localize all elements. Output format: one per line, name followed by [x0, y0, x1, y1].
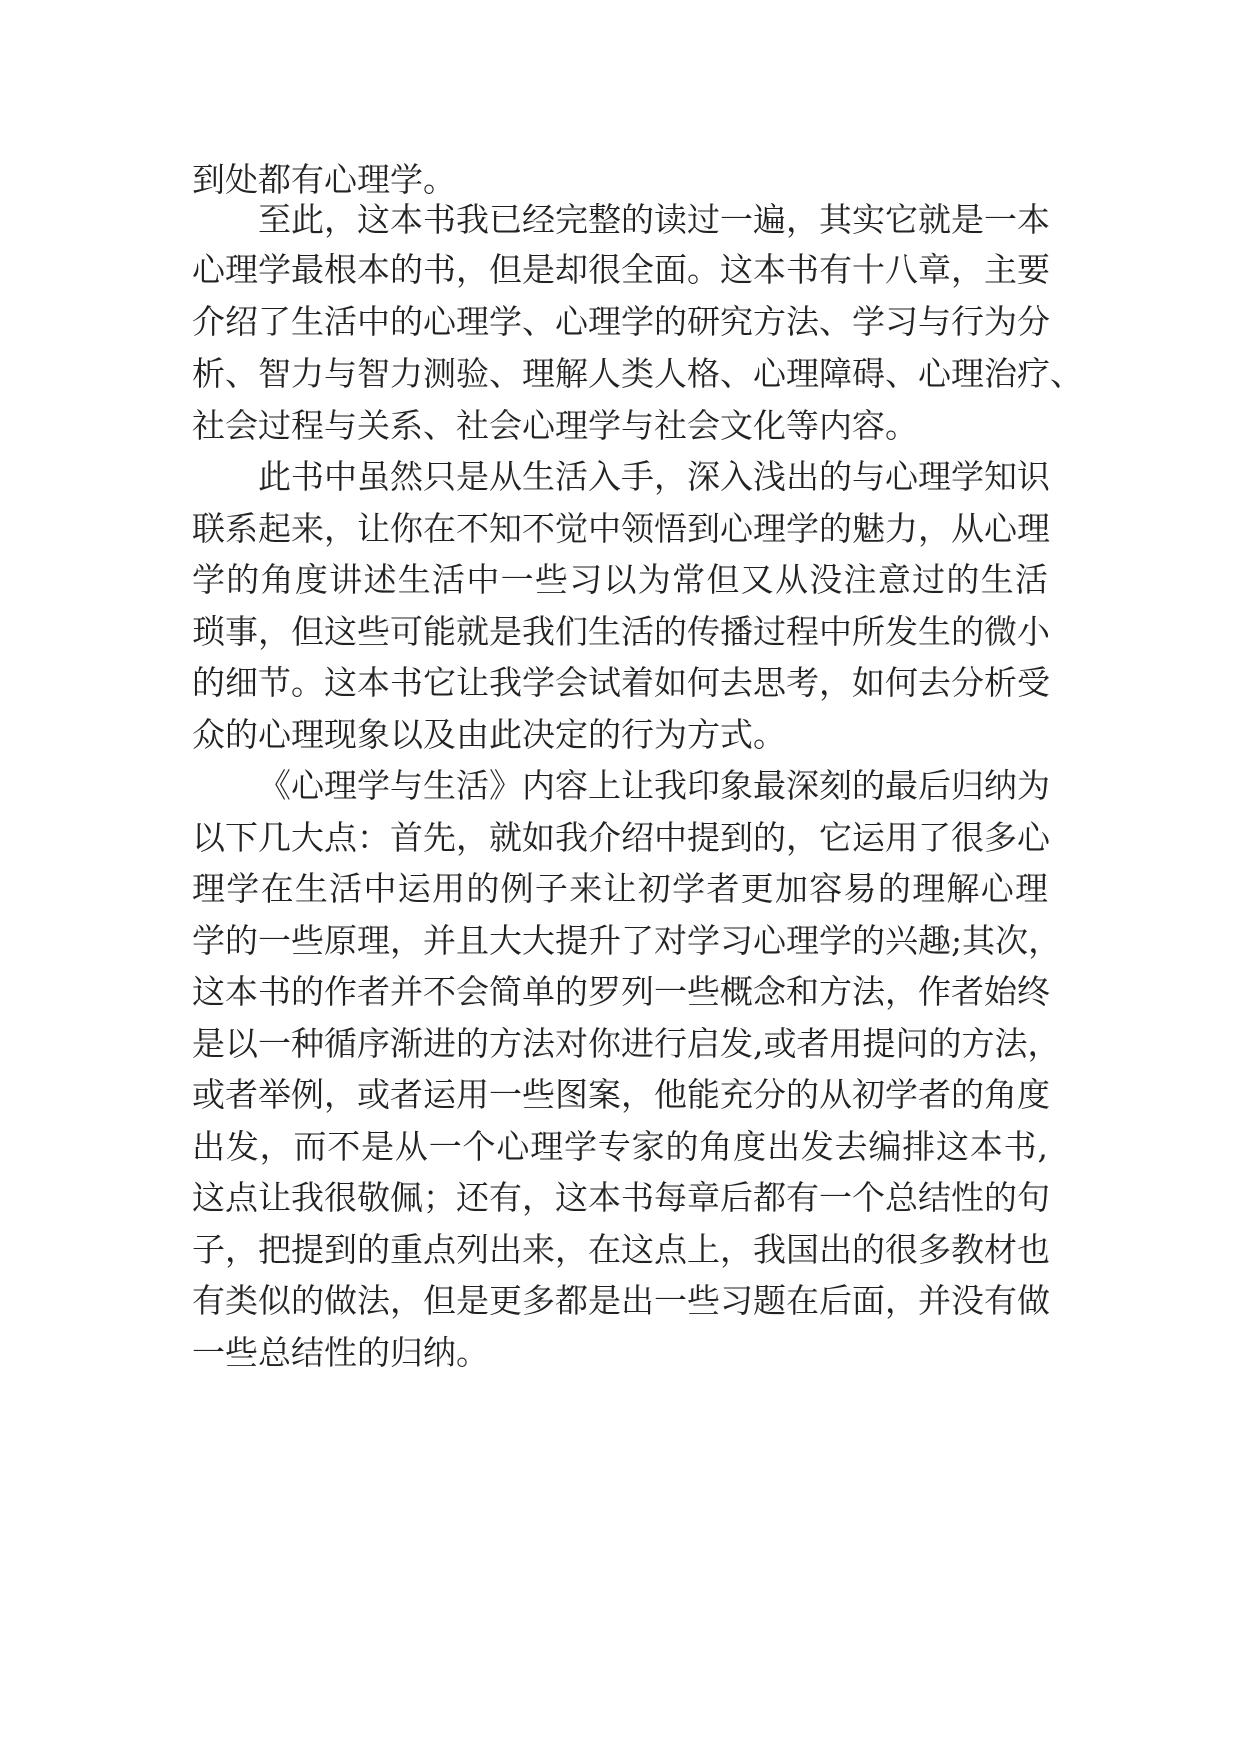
- text-line: 出发，而不是从一个心理学专家的角度出发去编排这本书,: [192, 1127, 1048, 1166]
- text-line: 这本书的作者并不会简单的罗列一些概念和方法，作者始终: [192, 972, 1050, 1011]
- text-line: 以下几大点：首先，就如我介绍中提到的，它运用了很多心: [192, 818, 1050, 857]
- text-line: 有类似的做法，但是更多都是出一些习题在后面，并没有做: [192, 1281, 1050, 1320]
- text-line: 一些总结性的归纳。: [192, 1333, 489, 1372]
- text-line: 介绍了生活中的心理学、心理学的研究方法、学习与行为分: [192, 302, 1050, 341]
- text-line: 联系起来，让你在不知不觉中领悟到心理学的魅力，从心理: [192, 509, 1050, 548]
- text-line: 的细节。这本书它让我学会试着如何去思考，如何去分析受: [192, 663, 1050, 702]
- paragraph-first-line: 此书中虽然只是从生活入手，深入浅出的与心理学知识: [258, 457, 1050, 496]
- text-line: 到处都有心理学。: [192, 160, 456, 199]
- text-line: 学的角度讲述生活中一些习以为常但又从没注意过的生活: [192, 560, 1048, 599]
- paragraph-first-line: 至此，这本书我已经完整的读过一遍，其实它就是一本: [258, 200, 1050, 239]
- text-line: 或者举例，或者运用一些图案，他能充分的从初学者的角度: [192, 1075, 1050, 1114]
- text-line: 理学在生活中运用的例子来让初学者更加容易的理解心理: [192, 869, 1048, 908]
- text-line: 析、智力与智力测验、理解人类人格、心理障碍、心理治疗、: [192, 354, 1083, 393]
- text-line: 琐事，但这些可能就是我们生活的传播过程中所发生的微小: [192, 612, 1050, 651]
- text-line: 众的心理现象以及由此决定的行为方式。: [192, 715, 786, 754]
- text-line: 学的一些原理，并且大大提升了对学习心理学的兴趣;其次，: [192, 921, 1062, 960]
- text-line: 这点让我很敬佩；还有，这本书每章后都有一个总结性的句: [192, 1178, 1050, 1217]
- text-line: 社会过程与关系、社会心理学与社会文化等内容。: [192, 406, 918, 445]
- text-line: 子，把提到的重点列出来，在这点上，我国出的很多教材也: [192, 1230, 1050, 1269]
- paragraph-first-line: 《心理学与生活》内容上让我印象最深刻的最后归纳为: [258, 766, 1050, 805]
- text-line: 是以一种循序渐进的方法对你进行启发,或者用提问的方法，: [192, 1024, 1061, 1063]
- text-line: 心理学最根本的书，但是却很全面。这本书有十八章，主要: [192, 250, 1050, 289]
